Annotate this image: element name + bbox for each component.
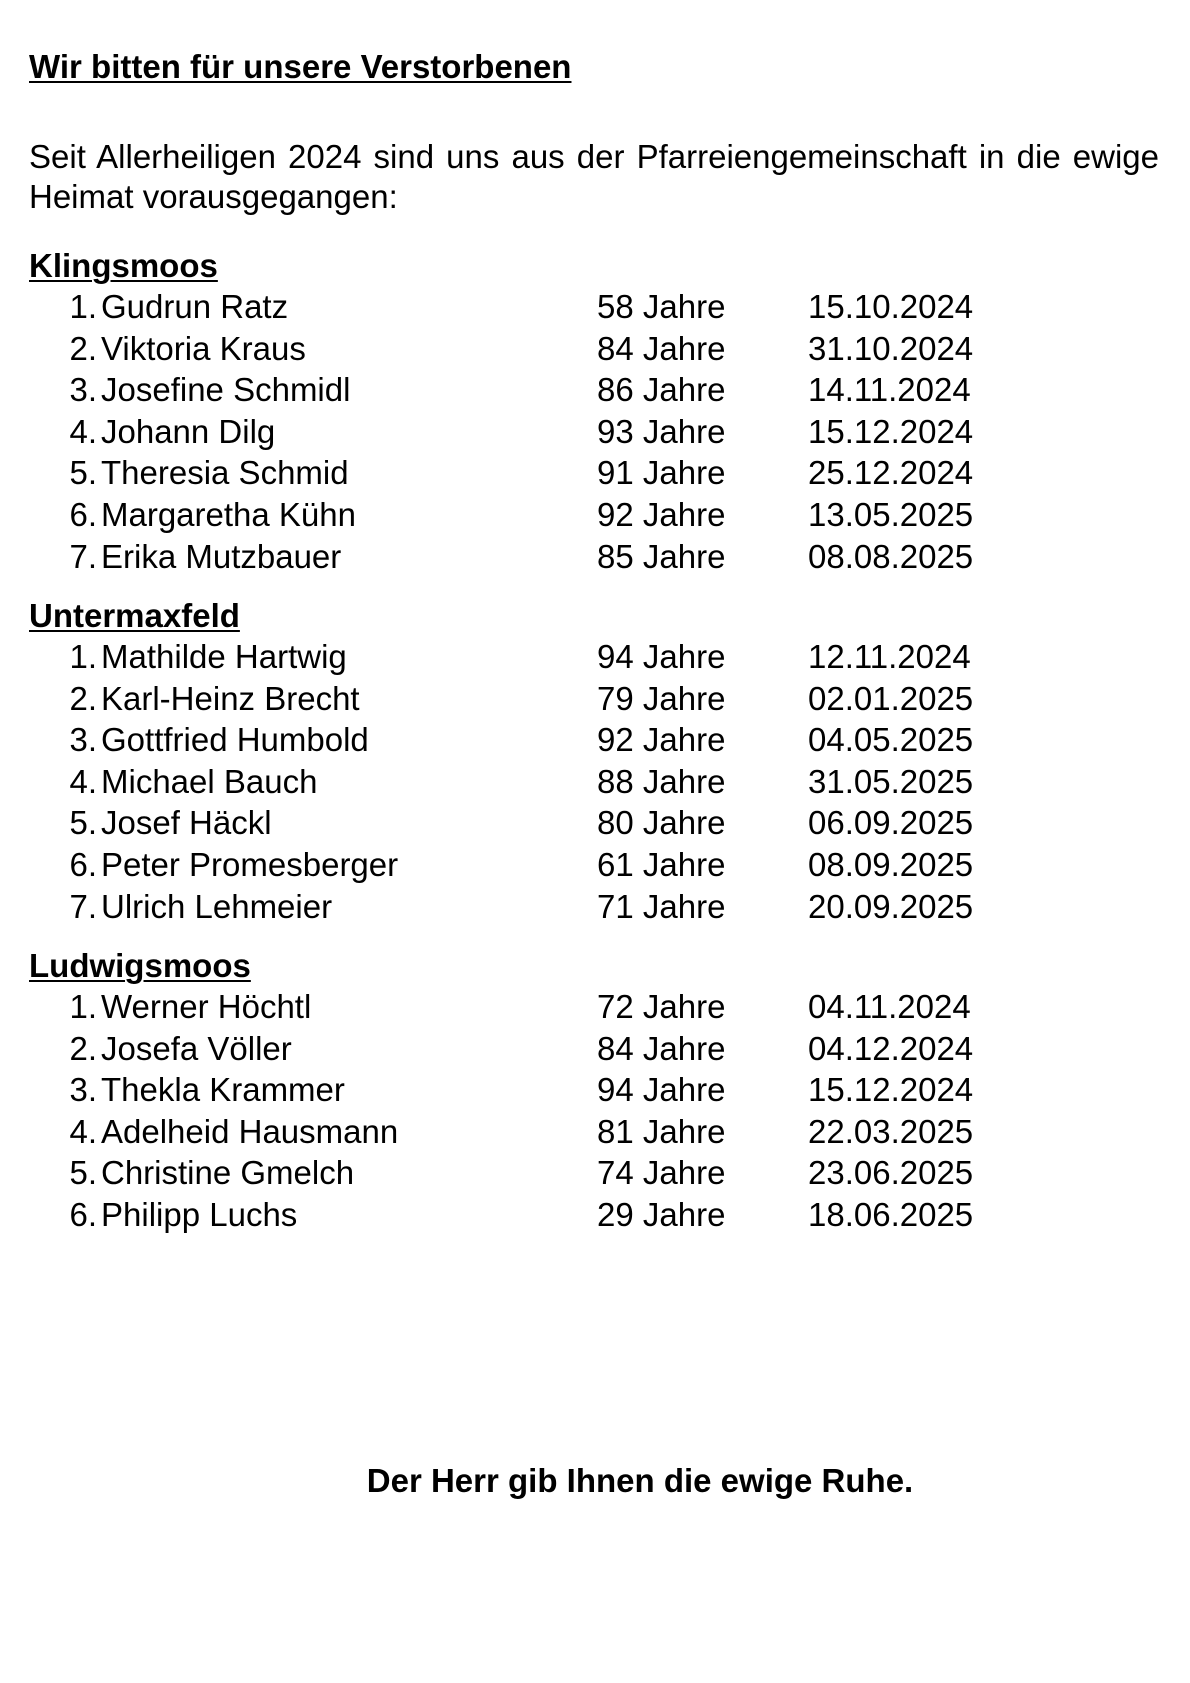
section-heading: Klingsmoos bbox=[29, 247, 218, 284]
entry-number: 5. bbox=[69, 454, 97, 492]
entry-name: Mathilde Hartwig bbox=[101, 638, 347, 675]
entry-age: 84 Jahre bbox=[597, 329, 726, 367]
list-item bbox=[29, 369, 1129, 411]
section-ludwigsmoos bbox=[29, 945, 1129, 1236]
entry-age: 88 Jahre bbox=[597, 762, 726, 800]
entry-number: 3. bbox=[69, 1071, 97, 1109]
list-item bbox=[29, 886, 1129, 928]
entry-name: Erika Mutzbauer bbox=[101, 537, 342, 575]
entry-name: Theresia Schmid bbox=[101, 454, 349, 492]
entry-number: 4. bbox=[69, 1112, 97, 1150]
entry-number: 1. bbox=[69, 288, 97, 325]
entry-date: 08.09.2025 bbox=[808, 845, 974, 883]
entry-age: 94 Jahre bbox=[597, 1071, 726, 1109]
entry-number: 4. bbox=[69, 412, 97, 450]
entry-number: 1. bbox=[69, 988, 97, 1025]
entry-date: 13.05.2025 bbox=[808, 495, 974, 533]
entry-date: 22.03.2025 bbox=[808, 1112, 974, 1150]
list-item bbox=[29, 761, 1129, 803]
entry-age: 80 Jahre bbox=[597, 804, 726, 842]
list-item bbox=[29, 636, 1129, 678]
entry-age: 93 Jahre bbox=[597, 412, 726, 450]
entry-number: 6. bbox=[69, 495, 97, 533]
entry-age: 84 Jahre bbox=[597, 1029, 726, 1067]
entry-name: Josefine Schmidl bbox=[101, 371, 351, 409]
entry-age: 91 Jahre bbox=[597, 454, 726, 492]
entry-name: Christine Gmelch bbox=[101, 1154, 355, 1192]
entry-name: Gottfried Humbold bbox=[101, 721, 369, 759]
entry-date: 25.12.2024 bbox=[808, 454, 974, 492]
entry-name: Ulrich Lehmeier bbox=[101, 887, 333, 925]
list-item bbox=[29, 1111, 1129, 1153]
list-item bbox=[29, 1028, 1129, 1070]
entry-number: 5. bbox=[69, 804, 97, 842]
entry-date: 14.11.2024 bbox=[808, 371, 971, 409]
entry-date: 23.06.2025 bbox=[808, 1154, 974, 1192]
entry-age: 74 Jahre bbox=[597, 1154, 726, 1192]
section-heading: Ludwigsmoos bbox=[29, 947, 251, 984]
entry-date: 31.10.2024 bbox=[808, 329, 974, 367]
entry-date: 02.01.2025 bbox=[808, 679, 974, 717]
entry-age: 85 Jahre bbox=[597, 537, 726, 575]
entry-age: 58 Jahre bbox=[597, 288, 726, 325]
list-item bbox=[29, 494, 1129, 536]
entry-name: Thekla Krammer bbox=[101, 1071, 345, 1109]
entry-number: 6. bbox=[69, 845, 97, 883]
section-heading: Untermaxfeld bbox=[29, 597, 240, 634]
entry-number: 2. bbox=[69, 1029, 97, 1067]
list-item bbox=[29, 844, 1129, 886]
entry-date: 06.09.2025 bbox=[808, 804, 974, 842]
entry-age: 72 Jahre bbox=[597, 988, 726, 1025]
entry-name: Gudrun Ratz bbox=[101, 288, 289, 325]
entry-age: 81 Jahre bbox=[597, 1112, 726, 1150]
list-item bbox=[29, 536, 1129, 578]
entry-age: 92 Jahre bbox=[597, 495, 726, 533]
list-item bbox=[29, 802, 1129, 844]
entry-number: 2. bbox=[69, 679, 97, 717]
entry-age: 79 Jahre bbox=[597, 679, 726, 717]
list-item bbox=[29, 1194, 1129, 1236]
entry-date: 12.11.2024 bbox=[808, 638, 971, 675]
entry-name: Viktoria Kraus bbox=[101, 329, 306, 367]
entry-name: Johann Dilg bbox=[101, 412, 276, 450]
entry-date: 31.05.2025 bbox=[808, 762, 974, 800]
entry-name: Karl-Heinz Brecht bbox=[101, 679, 360, 717]
entry-name: Adelheid Hausmann bbox=[101, 1112, 399, 1150]
entry-name: Peter Promesberger bbox=[101, 845, 399, 883]
entry-age: 94 Jahre bbox=[597, 638, 726, 675]
entry-date: 15.10.2024 bbox=[808, 288, 974, 325]
entry-age: 71 Jahre bbox=[597, 887, 726, 925]
list-item bbox=[29, 286, 1129, 328]
entry-age: 86 Jahre bbox=[597, 371, 726, 409]
entry-number: 2. bbox=[69, 329, 97, 367]
entry-date: 15.12.2024 bbox=[808, 1071, 974, 1109]
list-item bbox=[29, 719, 1129, 761]
entry-age: 92 Jahre bbox=[597, 721, 726, 759]
entry-name: Michael Bauch bbox=[101, 762, 318, 800]
entry-date: 15.12.2024 bbox=[808, 412, 974, 450]
intro-paragraph: Seit Allerheiligen 2024 sind uns aus der Pfarreiengemeinschaft in die ewige Heimat vorausgegangen: bbox=[29, 138, 1159, 215]
list-item bbox=[29, 1069, 1129, 1111]
entry-date: 04.11.2024 bbox=[808, 988, 971, 1025]
entry-name: Margaretha Kühn bbox=[101, 495, 356, 533]
entry-date: 04.12.2024 bbox=[808, 1029, 974, 1067]
entry-age: 29 Jahre bbox=[597, 1195, 726, 1233]
entry-number: 7. bbox=[69, 537, 97, 575]
section-untermaxfeld bbox=[29, 595, 1129, 927]
list-item bbox=[29, 986, 1129, 1028]
list-item bbox=[29, 411, 1129, 453]
entry-name: Josefa Völler bbox=[101, 1029, 292, 1067]
section-klingsmoos bbox=[29, 245, 1129, 577]
entry-number: 3. bbox=[69, 721, 97, 759]
entry-age: 61 Jahre bbox=[597, 845, 726, 883]
entry-name: Philipp Luchs bbox=[101, 1195, 298, 1233]
entry-number: 4. bbox=[69, 762, 97, 800]
entry-date: 04.05.2025 bbox=[808, 721, 974, 759]
entry-name: Werner Höchtl bbox=[101, 988, 312, 1025]
entry-name: Josef Häckl bbox=[101, 804, 272, 842]
entry-number: 6. bbox=[69, 1195, 97, 1233]
list-item bbox=[29, 1152, 1129, 1194]
document-title: Wir bitten für unsere Verstorbenen bbox=[29, 48, 572, 85]
entry-number: 7. bbox=[69, 887, 97, 925]
entry-number: 1. bbox=[69, 638, 97, 675]
entry-date: 18.06.2025 bbox=[808, 1195, 974, 1233]
entry-date: 08.08.2025 bbox=[808, 537, 974, 575]
list-item bbox=[29, 328, 1129, 370]
entry-number: 3. bbox=[69, 371, 97, 409]
closing-blessing: Der Herr gib Ihnen die ewige Ruhe. bbox=[366, 1462, 914, 1499]
entry-date: 20.09.2025 bbox=[808, 887, 974, 925]
list-item bbox=[29, 452, 1129, 494]
list-item bbox=[29, 678, 1129, 720]
entry-number: 5. bbox=[69, 1154, 97, 1192]
